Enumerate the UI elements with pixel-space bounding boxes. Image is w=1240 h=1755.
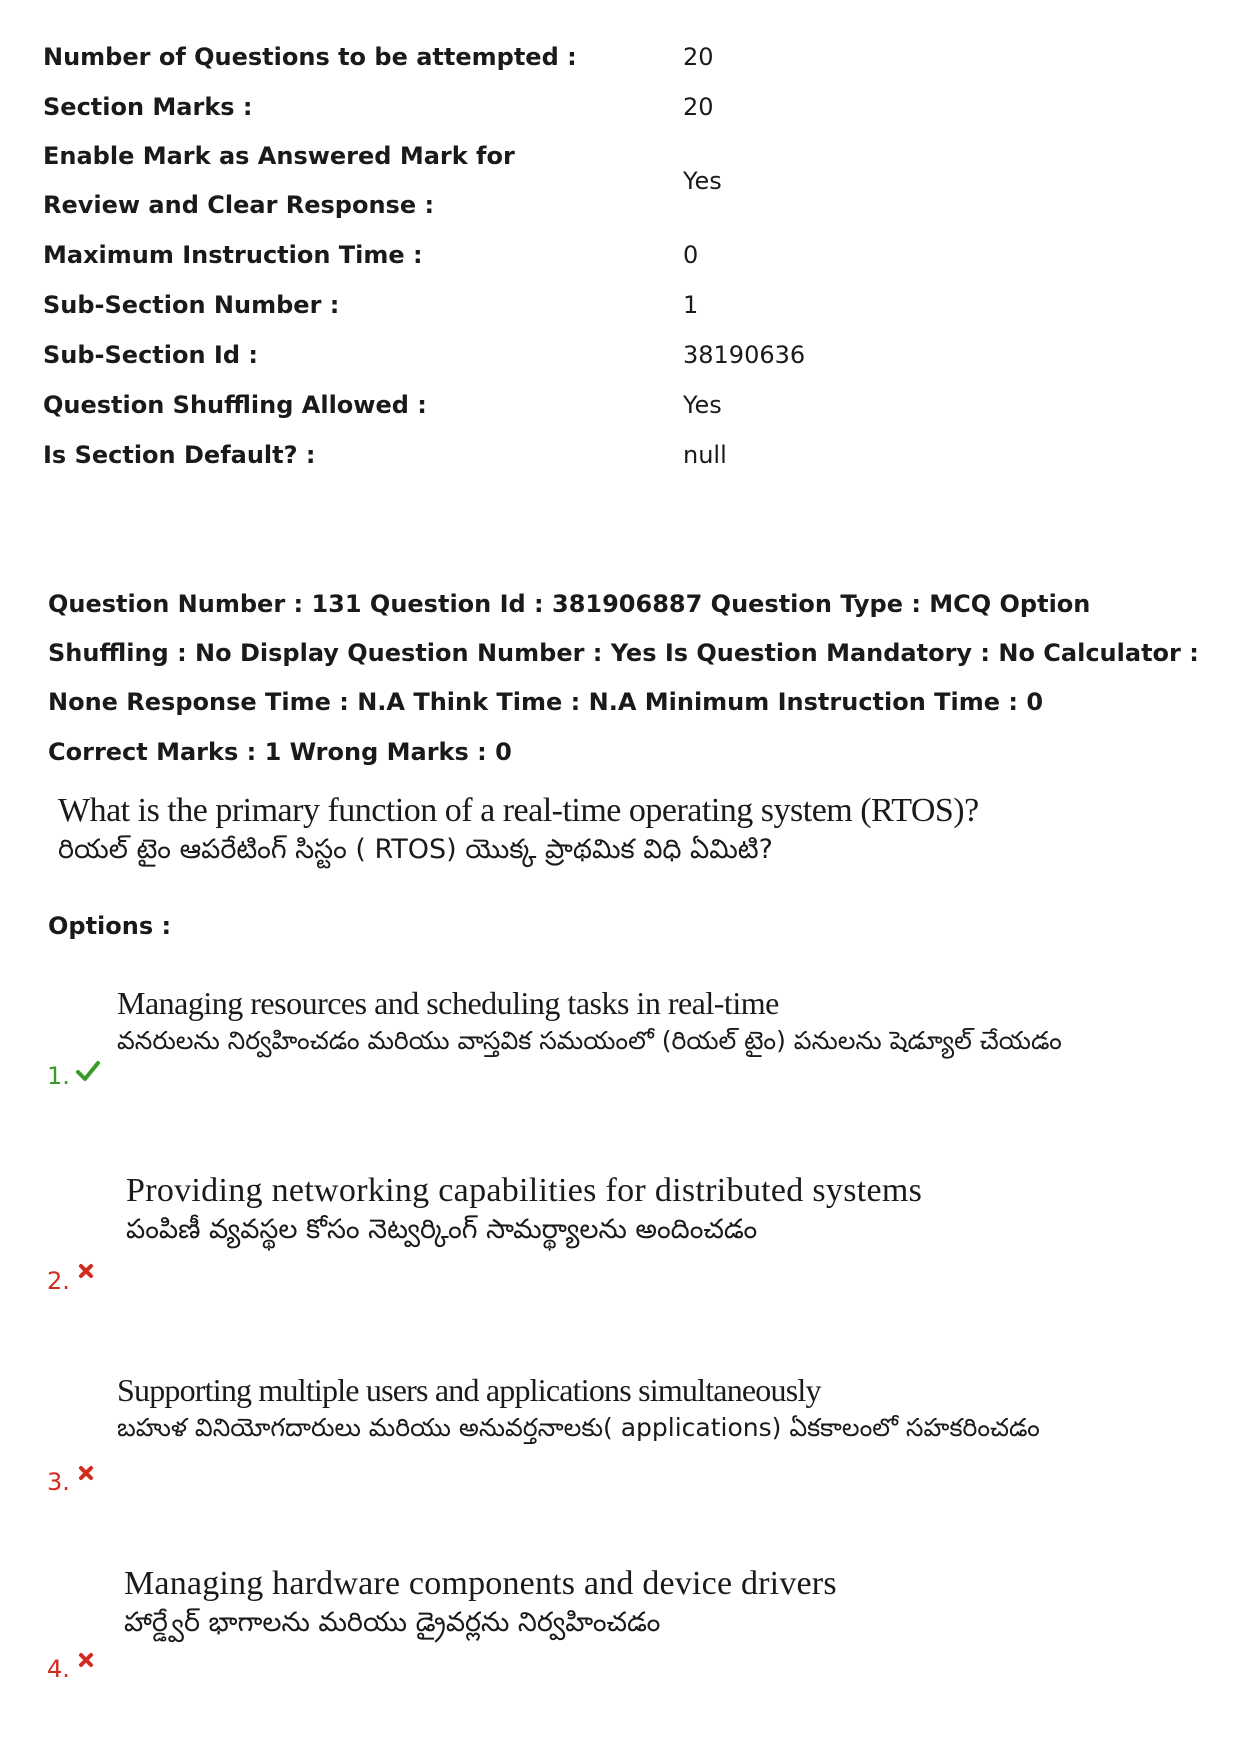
info-value: null xyxy=(683,441,727,469)
info-value: 38190636 xyxy=(683,341,806,369)
question-text xyxy=(58,792,979,872)
info-value: 0 xyxy=(683,241,699,269)
options-heading: Options : xyxy=(48,912,172,940)
question-marks: Correct Marks : 1 Wrong Marks : 0 xyxy=(48,738,512,766)
info-row-enable-mark xyxy=(43,132,843,230)
option-text-english: Providing networking capabilities for distributed systems xyxy=(126,1172,923,1209)
option-number: 1. xyxy=(47,1062,70,1090)
info-row-max-instruction-time xyxy=(43,230,843,280)
info-label: Section Marks : xyxy=(43,93,253,121)
info-label: Maximum Instruction Time : xyxy=(43,241,423,269)
info-row-section-default xyxy=(43,430,843,480)
info-value: 1 xyxy=(683,291,699,319)
info-row-subsection-id xyxy=(43,330,843,380)
option-text-english: Managing hardware components and device drivers xyxy=(124,1565,837,1602)
info-label: Sub-Section Number : xyxy=(43,291,340,319)
info-value: Yes xyxy=(683,167,722,195)
option-content xyxy=(117,1372,1040,1449)
option-number: 3. xyxy=(47,1468,70,1496)
question-text-english: What is the primary function of a real-time operating system (RTOS)? xyxy=(58,792,979,829)
info-value: 20 xyxy=(683,93,714,121)
info-value: 20 xyxy=(683,43,714,71)
info-row-question-shuffling xyxy=(43,380,843,430)
question-metadata: Question Number : 131 Question Id : 381906887 Question Type : MCQ Option Shuffling : No Display Question Number : Yes Is Question Mandatory : No Calculator : None Response Time : N.A Think Time : N.A Minimum Instruction Time : 0 xyxy=(48,590,1199,716)
option-text-telugu: బహుళ వినియోగదారులు మరియు అనువర్తనాలకు( applications) ఏకకాలంలో సహకరించడం xyxy=(117,1413,1040,1442)
cross-icon xyxy=(78,1462,94,1486)
info-label: Is Section Default? : xyxy=(43,441,316,469)
section-info-table xyxy=(43,32,843,480)
info-label: Sub-Section Id : xyxy=(43,341,258,369)
info-label: Number of Questions to be attempted : xyxy=(43,43,577,71)
option-text-english: Supporting multiple users and applications simultaneously xyxy=(117,1372,821,1408)
cross-icon xyxy=(78,1260,94,1284)
info-label: Enable Mark as Answered Mark for Review and Clear Response : xyxy=(43,142,515,219)
option-number: 4. xyxy=(47,1655,70,1683)
question-text-telugu: రియల్ టైం ఆపరేటింగ్ సిస్టం ( RTOS) యొక్క ప్రాథమిక విధి ఏమిటి? xyxy=(58,834,773,865)
info-value: Yes xyxy=(683,391,722,419)
info-label: Question Shuffling Allowed : xyxy=(43,391,427,419)
option-text-telugu: హార్డ్వేర్ భాగాలను మరియు డ్రైవర్లను నిర్వహించడం xyxy=(124,1607,661,1638)
option-content xyxy=(126,1172,922,1252)
option-content xyxy=(117,985,1062,1062)
option-text-telugu: పంపిణీ వ్యవస్థల కోసం నెట్వర్కింగ్ సామర్థ్యాలను అందించడం xyxy=(126,1214,758,1245)
option-text-english: Managing resources and scheduling tasks in real-time xyxy=(117,985,779,1021)
info-row-subsection-number xyxy=(43,280,843,330)
option-number: 2. xyxy=(47,1267,70,1295)
check-icon xyxy=(76,1060,100,1087)
info-row-section-marks xyxy=(43,82,843,132)
option-text-telugu: వనరులను నిర్వహించడం మరియు వాస్తవిక సమయంలో (రియల్ టైం) పనులను షెడ్యూల్ చేయడం xyxy=(117,1026,1062,1055)
cross-icon xyxy=(78,1649,94,1673)
option-content xyxy=(124,1565,837,1645)
info-row-questions-to-attempt xyxy=(43,32,843,82)
